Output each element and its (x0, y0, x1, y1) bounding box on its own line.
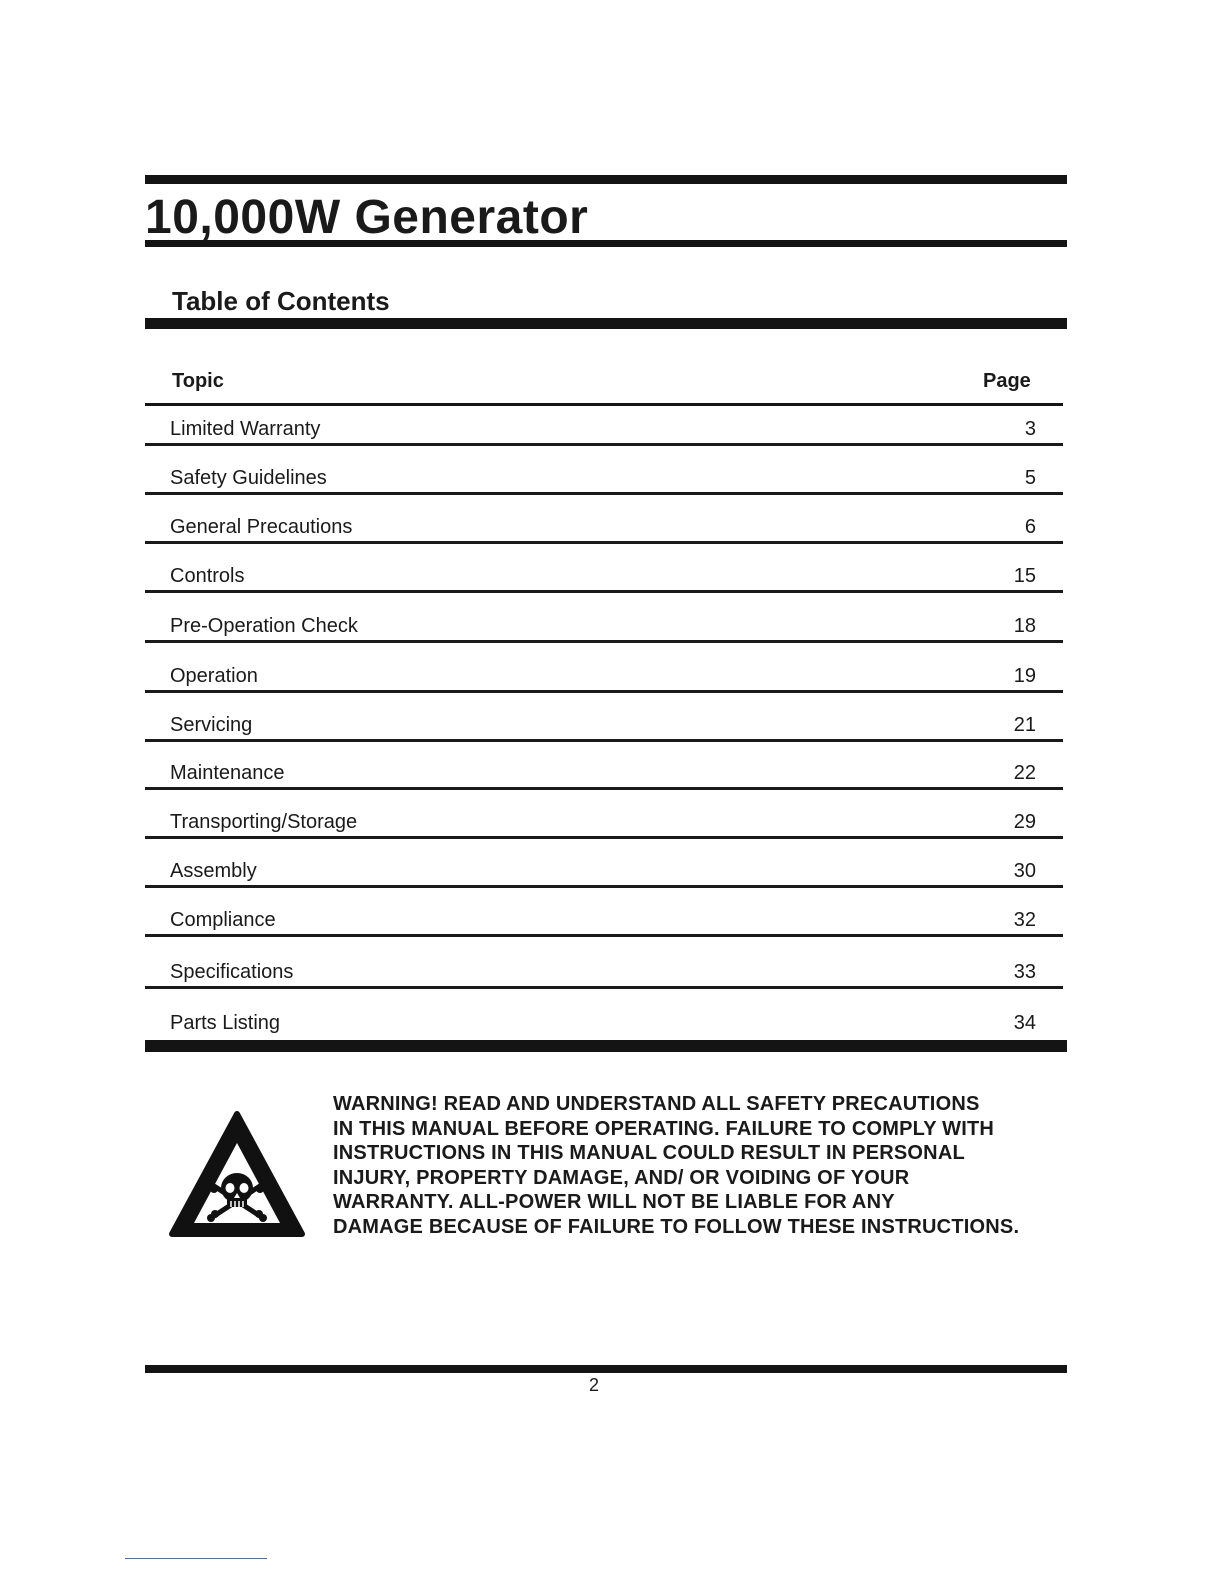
toc-row (145, 902, 1063, 937)
warning-line: WARNING! READ AND UNDERSTAND ALL SAFETY PRECAUTIONS (333, 1093, 980, 1115)
toc-row-last (145, 1005, 1063, 1037)
toc-topic: Safety Guidelines (170, 467, 327, 489)
page-column-header: Page (983, 370, 1031, 392)
toc-page: 6 (1024, 516, 1036, 538)
warning-line: INJURY, PROPERTY DAMAGE, AND/ OR VOIDING OF YOUR (333, 1166, 910, 1189)
toc-row (145, 559, 1063, 593)
toc-row (145, 510, 1063, 544)
toc-row (145, 609, 1063, 643)
warning-line: INSTRUCTIONS IN THIS MANUAL COULD RESULT IN PERSONAL (333, 1142, 965, 1164)
warning-line: IN THIS MANUAL BEFORE OPERATING. FAILURE TO COMPLY WITH (333, 1117, 995, 1140)
safety-warning (333, 1092, 1073, 1239)
toc-row (145, 804, 1063, 839)
toc-topic: Controls (170, 565, 245, 587)
toc-page: 22 (1013, 762, 1036, 784)
page-number: 2 (588, 1375, 599, 1395)
toc-topic: Parts Listing (170, 1012, 281, 1034)
toc-page: 21 (1013, 714, 1036, 736)
topic-column-header: Topic (172, 370, 224, 392)
toc-page: 29 (1013, 811, 1036, 833)
warning-line: DAMAGE BECAUSE OF FAILURE TO FOLLOW THESE INSTRUCTIONS. (333, 1215, 1020, 1238)
toc-page: 33 (1013, 961, 1036, 983)
toc-page: 18 (1013, 615, 1036, 637)
toc-topic: Servicing (170, 714, 253, 736)
toc-topic: Compliance (170, 909, 276, 931)
toc-topic: Assembly (170, 860, 257, 882)
skull-crossbones-warning-icon (168, 1110, 306, 1238)
toc-row (145, 754, 1063, 790)
warning-line: WARRANTY. ALL-POWER WILL NOT BE LIABLE FOR ANY (333, 1191, 895, 1213)
toc-topic: Maintenance (170, 762, 285, 784)
page-title: 10,000W Generator (145, 191, 589, 244)
toc-row (145, 708, 1063, 742)
toc-page: 30 (1013, 860, 1036, 882)
toc-row (145, 953, 1063, 989)
toc-page: 3 (1024, 418, 1036, 440)
toc-topic: General Precautions (170, 516, 353, 538)
toc-topic: Limited Warranty (170, 418, 321, 440)
toc-topic: Operation (170, 665, 258, 687)
toc-topic: Pre-Operation Check (170, 615, 358, 637)
toc-topic: Specifications (170, 961, 294, 983)
footnote-separator (125, 1558, 267, 1559)
toc-page: 15 (1013, 565, 1036, 587)
toc-page: 34 (1013, 1012, 1036, 1034)
toc-row (145, 461, 1063, 495)
toc-row (145, 853, 1063, 888)
toc-page: 19 (1013, 665, 1036, 687)
toc-page: 5 (1024, 467, 1036, 489)
toc-topic: Transporting/Storage (170, 811, 358, 833)
section-title: Table of Contents (172, 286, 390, 316)
toc-row (145, 414, 1063, 446)
toc-page: 32 (1013, 909, 1036, 931)
toc-row (145, 659, 1063, 693)
